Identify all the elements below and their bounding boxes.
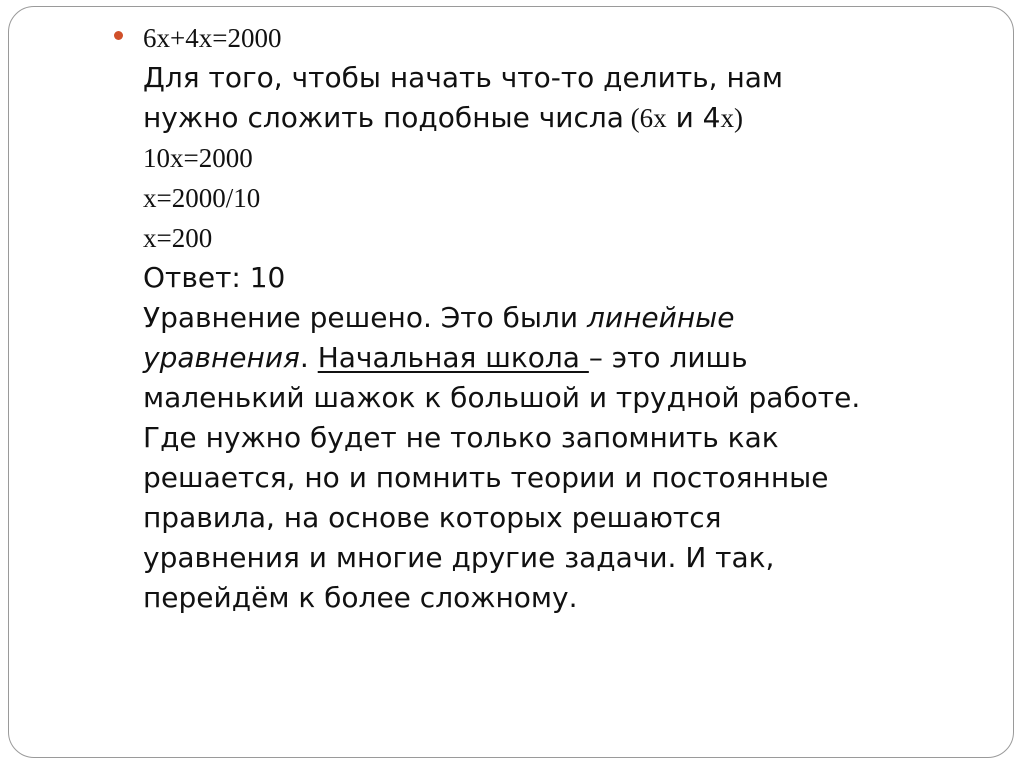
intro-text: нужно сложить подобные числа [143, 101, 624, 134]
text-dot: . [299, 341, 318, 374]
text-line-3: маленький шажок к большой и трудной работе. [143, 381, 861, 414]
text-line-4: Где нужно будет не только запомнить как [143, 421, 779, 454]
text-line-6: правила, на основе которых решаются [143, 501, 722, 534]
text-2d: – это лишь [588, 341, 748, 374]
intro-and: и 4 [666, 101, 721, 134]
bullet-dot [114, 31, 123, 40]
text-underlined-school: Начальная школа [317, 341, 589, 374]
answer: Ответ: 10 [143, 261, 286, 294]
equation-2: 10x=2000 [143, 143, 253, 173]
equation-1: 6x+4x=2000 [143, 23, 282, 53]
text-italic-linear: линейные [587, 301, 735, 334]
intro-line-1: Для того, чтобы начать что-то делить, нам [143, 61, 784, 94]
equation-3: x=2000/10 [143, 183, 261, 213]
text-line-1 [143, 298, 983, 338]
text-line-7: уравнения и многие другие задачи. И так, [143, 541, 775, 574]
intro-paren-open: (6х [623, 103, 667, 133]
slide-content [143, 18, 983, 618]
text-italic-equations: уравнения [143, 341, 300, 374]
intro-paren-close: х) [720, 103, 743, 133]
text-line-5: решается, но и помнить теории и постоянные [143, 461, 829, 494]
text-line-2 [143, 338, 983, 378]
intro-line-2 [143, 98, 983, 138]
text-line-8: перейдём к более сложному. [143, 581, 578, 614]
text-1a: Уравнение решено. Это были [143, 301, 588, 334]
equation-4: x=200 [143, 223, 213, 253]
